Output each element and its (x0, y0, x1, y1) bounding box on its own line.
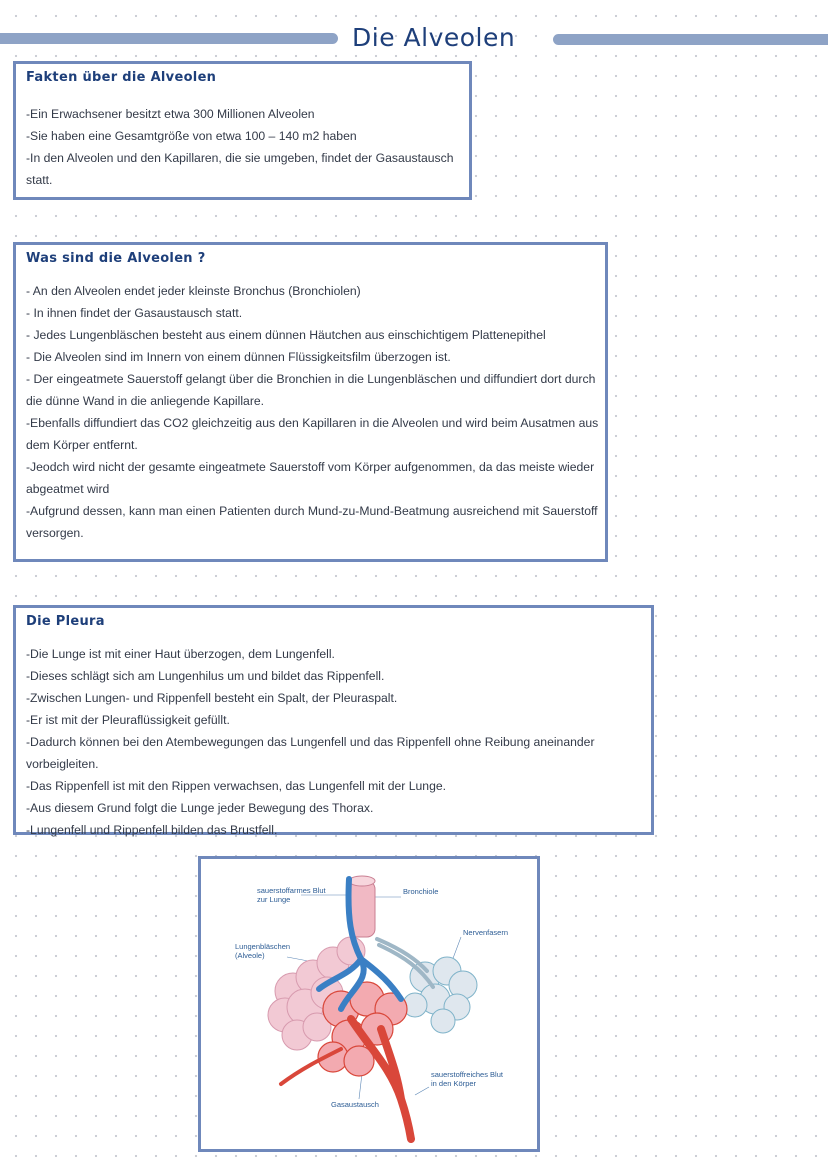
list-item: -Die Lunge ist mit einer Haut überzogen, dem Lungenfell. (26, 647, 335, 661)
label-alveoli: Lungenbläschen (Alveole) (235, 942, 291, 960)
label-deoxy-blood: sauerstoffarmes Blut zur Lunge (257, 886, 326, 904)
list-item: -Aufgrund dessen, kann man einen Patienten durch Mund-zu-Mund-Beatmung ausreichend mit Sauerstoff versorgen. (26, 504, 598, 540)
facts-heading: Fakten über die Alveolen (26, 70, 217, 85)
list-item: -Jeodch wird nicht der gesamte eingeatmete Sauerstoff vom Körper aufgenommen, da das meiste wieder abgeatmet wird (26, 460, 595, 496)
pleura-heading: Die Pleura (26, 614, 105, 629)
label-bronchiole: Bronchiole (403, 887, 439, 896)
list-item: -Ein Erwachsener besitzt etwa 300 Millionen Alveolen (26, 107, 315, 121)
list-item: -Aus diesem Grund folgt die Lunge jeder Bewegung des Thorax. (26, 801, 374, 815)
title-bar-right-decoration (553, 34, 828, 45)
pleura-box (13, 605, 654, 835)
what-are-alveoli-box (13, 242, 608, 562)
leader-line (415, 1087, 429, 1095)
what-are-alveoli-heading: Was sind die Alveolen ? (26, 251, 206, 266)
list-item: - Jedes Lungenbläschen besteht aus einem dünnen Häutchen aus einschichtigem Plattenepithel (26, 328, 546, 342)
list-item: -Dieses schlägt sich am Lungenhilus um und bildet das Rippenfell. (26, 669, 385, 683)
title-bar-left-decoration (0, 33, 338, 44)
list-item: -Ebenfalls diffundiert das CO2 gleichzeitig aus den Kapillaren in die Alveolen und wird beim Ausatmen aus dem Körper entfernt. (26, 416, 599, 452)
facts-box (13, 61, 472, 200)
label-oxy-blood: sauerstoffreiches Blut in den Körper (431, 1070, 503, 1088)
artery-vessel (351, 1019, 411, 1139)
label-nerve-fibers: Nervenfasern (463, 928, 509, 937)
list-item: -Lungenfell und Rippenfell bilden das Brustfell. (26, 823, 278, 837)
page-title: Die Alveolen (352, 23, 516, 52)
list-item: -Zwischen Lungen- und Rippenfell besteht ein Spalt, der Pleuraspalt. (26, 691, 398, 705)
facts-list (26, 103, 463, 191)
list-item: -In den Alveolen und den Kapillaren, die sie umgeben, findet der Gasaustausch statt. (26, 151, 454, 187)
list-item: -Er ist mit der Pleuraflüssigkeit gefüllt. (26, 713, 230, 727)
list-item: - Der eingeatmete Sauerstoff gelangt über die Bronchien in die Lungenbläschen und diffundiert dort durch die dünne Wand in die anliegende Kapillare. (26, 372, 596, 408)
alveoli-figure (198, 856, 540, 1152)
pleura-list (26, 643, 645, 841)
list-item: - In ihnen findet der Gasaustausch statt. (26, 306, 243, 320)
list-item: - Die Alveolen sind im Innern von einem dünnen Flüssigkeitsfilm überzogen ist. (26, 350, 451, 364)
label-gas-exchange: Gasaustausch (331, 1100, 379, 1109)
list-item: - An den Alveolen endet jeder kleinste Bronchus (Bronchiolen) (26, 284, 361, 298)
list-item: -Sie haben eine Gesamtgröße von etwa 100 – 140 m2 haben (26, 129, 357, 143)
what-are-alveoli-list (26, 280, 599, 544)
list-item: -Dadurch können bei den Atembewegungen das Lungenfell und das Rippenfell ohne Reibung aneinander vorbeigleiten. (26, 735, 595, 771)
list-item: -Das Rippenfell ist mit den Rippen verwachsen, das Lungenfell mit der Lunge. (26, 779, 447, 793)
